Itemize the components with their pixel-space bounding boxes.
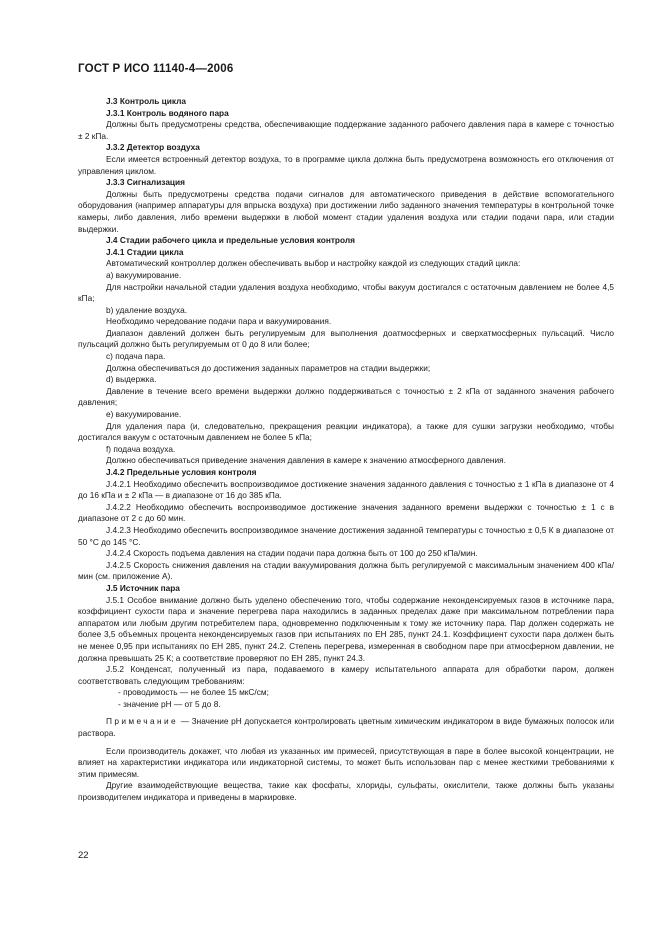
bullet-item: - проводимость — не более 15 мкС/см; xyxy=(118,687,269,698)
section-heading-j3: J.3 Контроль цикла xyxy=(106,96,186,106)
paragraph: Давление в течение всего времени выдержки должно поддерживаться с точностью ± 2 кПа от заданного значения рабочего давления; xyxy=(78,385,614,408)
list-item-e: e) вакуумирование. xyxy=(106,409,182,420)
paragraph: Должна обеспечиваться до достижения заданных параметров на стадии выдержки; xyxy=(106,362,431,373)
paragraph-j51: J.5.1 Особое внимание должно быть уделено обеспечению того, чтобы содержание неконденсируемых газов в источнике пара, коэффициент сухости пара и значение перегрева пара находились в заданных пределах даже при максимальном потреблении пара аппаратом или любым другим потребителем пара, одновременно подключенным к тому же источнику пара. Пар должен содержать не более 3,5 объемных процента неконденсируемых газов при испытаниях по ЕН 285, пункт 24.1. Коэффициент сухости пара должен быть не менее 0,95 при испытаниях по ЕН 285, пункт 24.2. Степень перегрева, измеренная в свободном паре при атмосферном давлении, не должна превышать 25 К; а соответствие проверяют по ЕН 285, пункт 24.3. xyxy=(78,594,614,663)
note-label: Примечание xyxy=(106,716,179,727)
section-heading-j31: J.3.1 Контроль водяного пара xyxy=(106,107,229,118)
paragraph-j421: J.4.2.1 Необходимо обеспечить воспроизводимое достижение значения заданного давления с точностью ± 1 кПа в диапазоне от 4 до 16 кПа и ± 2 кПа — в диапазоне от 16 до 385 кПа. xyxy=(78,478,614,501)
paragraph: Если производитель докажет, что любая из указанных им примесей, присутствующая в паре в более высокой концентрации, не влияет на характеристики индикатора или индикаторной системы, то может быть использован пар с менее жесткими требованиями к этим примесям. xyxy=(78,745,614,779)
paragraph-j422: J.4.2.2 Необходимо обеспечить воспроизводимое достижение значения заданного времени выдержки с точностью ± 1 с в диапазоне от 2 с до 60 мин. xyxy=(78,501,614,524)
page-number: 22 xyxy=(78,850,89,861)
document-body xyxy=(78,96,614,804)
list-item-a: a) вакуумирование. xyxy=(106,269,182,280)
paragraph: Необходимо чередование подачи пара и вакуумирования. xyxy=(106,316,332,327)
paragraph-j424: J.4.2.4 Скорость подъема давления на стадии подачи пара должна быть от 100 до 250 кПа/мин. xyxy=(106,548,478,559)
paragraph: Автоматический контроллер должен обеспечивать выбор и настройку каждой из следующих стадий цикла: xyxy=(106,258,521,269)
paragraph: Другие взаимодействующие вещества, такие как фосфаты, хлориды, сульфаты, окислители, также должны быть указаны производителем индикатора и приведены в маркировке. xyxy=(78,780,614,803)
paragraph: Для настройки начальной стадии удаления воздуха необходимо, чтобы вакуум достигался с остаточным давлением не более 4,5 кПа; xyxy=(78,281,614,304)
paragraph: Диапазон давлений должен быть регулируемым для выполнения доатмосферных и сверхатмосферных пульсаций. Число пульсаций должно быть регулируемым от 0 до 8 или более; xyxy=(78,327,614,350)
paragraph: Должно обеспечиваться приведение значения давления в камере к значению атмосферного давления. xyxy=(106,455,506,466)
section-heading-j4: J.4 Стадии рабочего цикла и предельные условия контроля xyxy=(106,235,355,246)
paragraph: Для удаления пара (и, следовательно, прекращения реакции индикатора), а также для сушки загрузки необходимо, чтобы достигался вакуум с остаточным давлением не более 5 кПа; xyxy=(78,420,614,443)
paragraph-j425: J.4.2.5 Скорость снижения давления на стадии вакуумирования должна быть регулируемой с максимальным значением 400 кПа/мин (см. приложение А). xyxy=(78,559,614,582)
section-heading-j32: J.3.2 Детектор воздуха xyxy=(106,142,200,153)
paragraph: Если имеется встроенный детектор воздуха, то в программе цикла должна быть предусмотрена возможность его отключения от управления циклом. xyxy=(78,153,614,176)
section-heading-j5: J.5 Источник пара xyxy=(106,582,180,593)
section-heading-j33: J.3.3 Сигнализация xyxy=(106,177,185,188)
bullet-item: - значение pH — от 5 до 8. xyxy=(118,698,221,709)
section-heading-j42: J.4.2 Предельные условия контроля xyxy=(106,467,257,477)
paragraph-j423: J.4.2.3 Необходимо обеспечить воспроизводимое значение достижения заданной температуры с точностью ± 0,5 К в диапазоне от 50 °С до 145 °С. xyxy=(78,524,614,547)
note xyxy=(78,716,614,739)
note-text: — Значение pH допускается контролировать цветным химическим индикатором в виде бумажных полосок или раствора. xyxy=(78,716,614,739)
document-header: ГОСТ Р ИСО 11140-4—2006 xyxy=(78,63,234,75)
list-item-f: f) подача воздуха. xyxy=(106,443,176,454)
paragraph: Должны быть предусмотрены средства подачи сигналов для автоматического приведения в действие вспомогательного оборудования (например аппаратуры для впрыска воздуха) при достижении либо заданного значения температуры в контрольной точке камеры, либо давления, либо времени выдержки в любой момент стадии удаления воздуха или стадии подачи пара, или стадии выдержки. xyxy=(78,188,614,234)
list-item-d: d) выдержка. xyxy=(106,374,157,385)
list-item-c: c) подача пара. xyxy=(106,351,166,362)
paragraph-j52: J.5.2 Конденсат, полученный из пара, подаваемого в камеру испытательного аппарата для обработки паром, должен соответствовать следующим требованиям: xyxy=(78,664,614,686)
section-heading-j41: J.4.1 Стадии цикла xyxy=(106,246,184,257)
paragraph: Должны быть предусмотрены средства, обеспечивающие поддержание заданного рабочего давления пара в камере с точностью ± 2 кПа. xyxy=(78,119,614,141)
list-item-b: b) удаление воздуха. xyxy=(106,304,188,315)
